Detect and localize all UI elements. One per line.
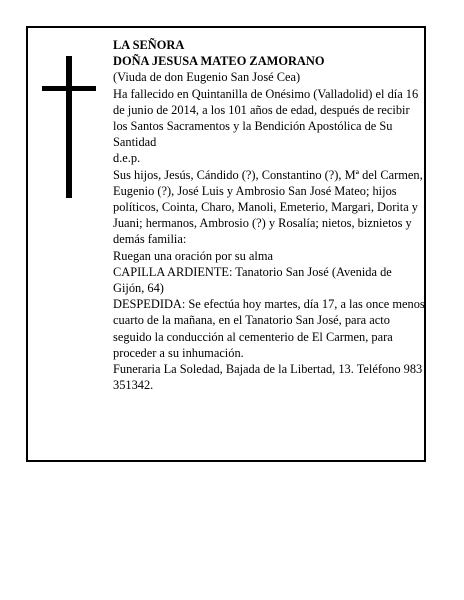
funeral-home-info: Funeraria La Soledad, Bajada de la Libertad, 13. Teléfono 983 351342. — [113, 362, 423, 393]
death-statement: Ha fallecido en Quintanilla de Onésimo (Valladolid) el día 16 de junio de 2014, a los 101 años de edad, después de recibir los Santos Sacramentos y la Bendición Apostólica de Su Santidad — [113, 86, 419, 150]
cross-horizontal-bar — [42, 86, 96, 91]
deceased-name: DOÑA JESUSA MATEO ZAMORANO — [113, 54, 325, 69]
chapel-info: CAPILLA ARDIENTE: Tanatorio San José (Avenida de Gijón, 64) — [113, 264, 392, 296]
cross-icon — [42, 56, 96, 198]
widow-of: (Viuda de don Eugenio San José Cea) — [113, 70, 301, 85]
obituary-notice — [26, 26, 426, 462]
family-list: Sus hijos, Jesús, Cándido (?), Constantino (?), Mª del Carmen, Eugenio (?), José Luis y Ambrosio San José Mateo; hijos políticos, Cointa, Charo, Manoli, Emeterio, Margari, Dorita y Juani; hermanos, Ambrosio (?) y Rosalía; nietos, biznietos y demás familia: — [113, 167, 423, 247]
obituary-text — [113, 37, 425, 393]
rip-text: d.e.p. — [113, 151, 141, 166]
prayer-request: Ruegan una oración por su alma — [113, 248, 273, 263]
notice-title: LA SEÑORA — [113, 38, 185, 52]
cross-vertical-bar — [66, 56, 72, 198]
farewell-info: DESPEDIDA: Se efectúa hoy martes, día 17, a las once menos cuarto de la mañana, en el Tanatorio San José, para acto seguido la conducción al cementerio de El Carmen, para proceder a su inhumación. — [113, 297, 425, 360]
